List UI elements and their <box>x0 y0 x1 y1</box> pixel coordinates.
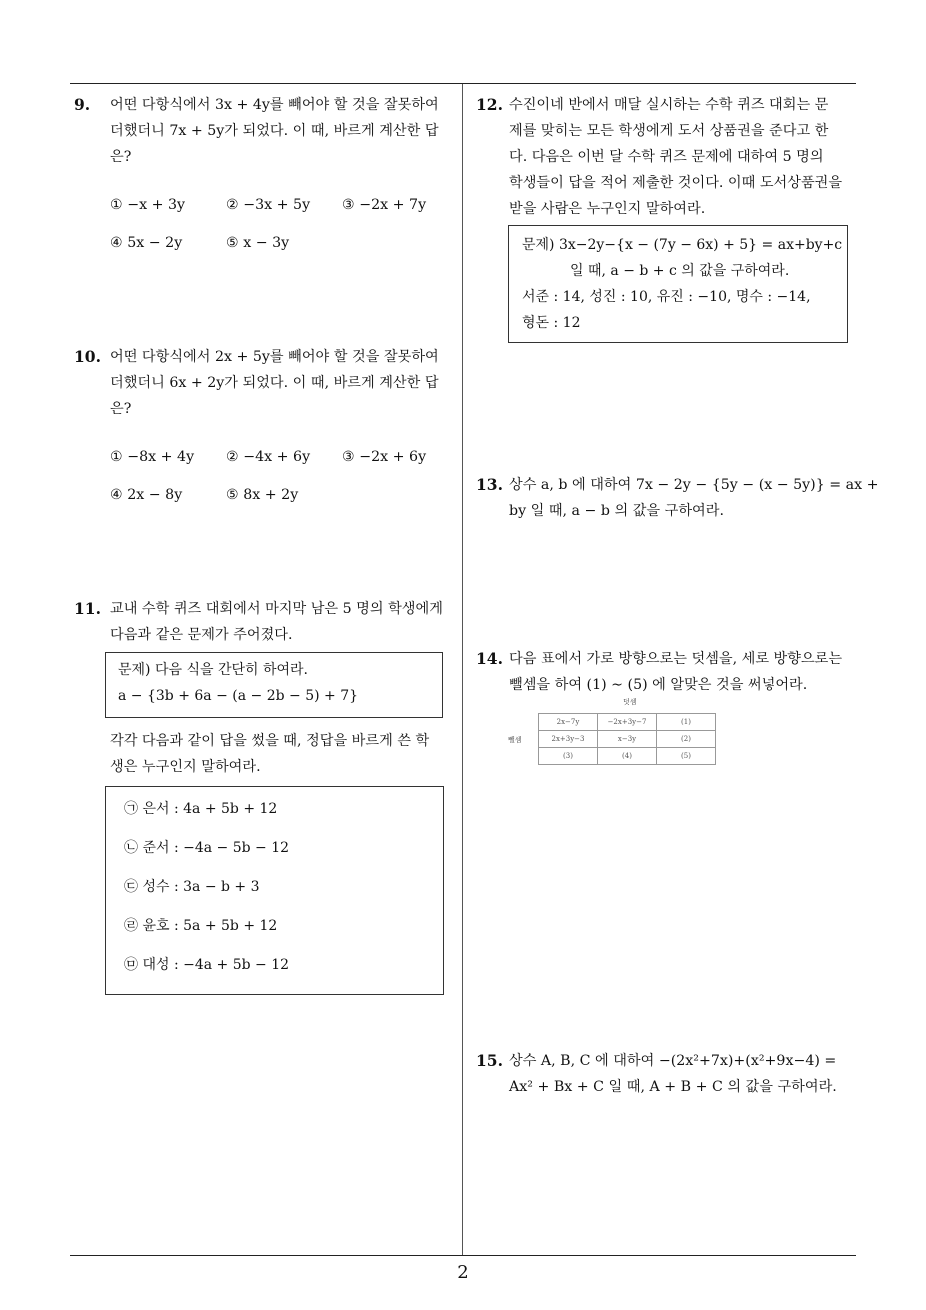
bottom-rule <box>70 1255 856 1256</box>
question-10 <box>74 344 464 514</box>
table-cell: 2x+3y−3 <box>539 731 598 748</box>
table-cell: (4) <box>598 748 657 765</box>
table-cell: −2x+3y−7 <box>598 714 657 731</box>
question-line: 더했더니 7x + 5y가 되었다. 이 때, 바르게 계산한 답 <box>110 123 439 139</box>
operation-table-figure <box>508 697 718 769</box>
question-text <box>509 1048 866 1100</box>
table-row <box>539 748 716 765</box>
question-number: 10. <box>74 347 101 366</box>
problem-box <box>508 225 848 343</box>
answer-item: ㉡ 준서 : −4a − 5b − 12 <box>124 840 290 856</box>
choice-list <box>110 186 464 262</box>
choice-list <box>110 438 464 514</box>
table-cell: (1) <box>657 714 716 731</box>
question-line: 어떤 다항식에서 3x + 4y를 빼어야 할 것을 잘못하여 <box>110 97 439 113</box>
question-line: 은? <box>110 401 132 417</box>
table-cell: 2x−7y <box>539 714 598 731</box>
question-line: 받을 사람은 누구인지 말하여라. <box>509 201 706 217</box>
question-line: 상수 A, B, C 에 대하여 −(2x²+7x)+(x²+9x−4) = <box>509 1053 837 1069</box>
problem-line: 문제) 다음 식을 간단히 하여라. <box>118 662 309 678</box>
student-answers: 서준 : 14, 성진 : 10, 유진 : −10, 명수 : −14, <box>522 289 811 305</box>
choice-5[interactable]: ⑤ x − 3y <box>226 235 290 251</box>
question-13 <box>476 472 879 524</box>
question-line: 다음 표에서 가로 방향으로는 덧셈을, 세로 방향으로는 <box>509 651 843 667</box>
answers-box <box>105 786 444 995</box>
table-cell: (3) <box>539 748 598 765</box>
question-number: 11. <box>74 599 101 618</box>
question-text <box>110 596 464 648</box>
row-header-label: 뺄셈 <box>508 736 522 744</box>
question-number: 9. <box>74 95 91 114</box>
question-number: 14. <box>476 649 503 668</box>
table-cell: (2) <box>657 731 716 748</box>
choice-4[interactable]: ④ 5x − 2y <box>110 235 183 251</box>
question-number: 12. <box>476 95 503 114</box>
answer-item: ㉠ 은서 : 4a + 5b + 12 <box>124 801 278 817</box>
operation-table <box>538 713 716 765</box>
question-11-followup <box>110 728 470 780</box>
question-text <box>509 92 866 222</box>
question-line: Ax² + Bx + C 일 때, A + B + C 의 값을 구하여라. <box>509 1079 837 1095</box>
question-line: 다. 다음은 이번 달 수학 퀴즈 문제에 대하여 5 명의 <box>509 149 824 165</box>
page-number: 2 <box>457 1262 469 1283</box>
table-cell: (5) <box>657 748 716 765</box>
question-line: 제를 맞히는 모든 학생에게 도서 상품권을 준다고 한 <box>509 123 829 139</box>
column-header-label: 덧셈 <box>623 698 637 706</box>
question-number: 13. <box>476 475 503 494</box>
question-line: 다음과 같은 문제가 주어졌다. <box>110 627 293 643</box>
question-11 <box>74 596 464 648</box>
question-line: 생은 누구인지 말하여라. <box>110 759 261 775</box>
choice-5[interactable]: ⑤ 8x + 2y <box>226 487 299 503</box>
choice-4[interactable]: ④ 2x − 8y <box>110 487 183 503</box>
answer-item: ㉢ 성수 : 3a − b + 3 <box>124 879 260 895</box>
answer-item: ㉣ 윤호 : 5a + 5b + 12 <box>124 918 278 934</box>
question-text <box>110 92 464 170</box>
student-answers: 형돈 : 12 <box>522 315 581 331</box>
problem-line: 문제) 3x−2y−{x − (7y − 6x) + 5} = ax+by+c <box>522 237 843 253</box>
question-line: 각각 다음과 같이 답을 썼을 때, 정답을 바르게 쓴 학 <box>110 733 430 749</box>
choice-1[interactable]: ① −8x + 4y <box>110 449 195 465</box>
question-text <box>509 472 879 524</box>
question-line: 수진이네 반에서 매달 실시하는 수학 퀴즈 대회는 문 <box>509 97 829 113</box>
choice-2[interactable]: ② −4x + 6y <box>226 449 311 465</box>
question-line: 더했더니 6x + 2y가 되었다. 이 때, 바르게 계산한 답 <box>110 375 439 391</box>
question-line: 뺄셈을 하여 (1) ∼ (5) 에 알맞은 것을 써넣어라. <box>509 677 808 693</box>
problem-box <box>105 652 443 718</box>
question-line: by 일 때, a − b 의 값을 구하여라. <box>509 503 724 519</box>
question-line: 학생들이 답을 적어 제출한 것이다. 이때 도서상품권을 <box>509 175 843 191</box>
question-line: 교내 수학 퀴즈 대회에서 마지막 남은 5 명의 학생에게 <box>110 601 443 617</box>
question-line: 은? <box>110 149 132 165</box>
question-text <box>110 344 464 422</box>
problem-expression: a − {3b + 6a − (a − 2b − 5) + 7} <box>118 688 359 704</box>
answer-item: ㉤ 대성 : −4a + 5b − 12 <box>124 957 290 973</box>
choice-1[interactable]: ① −x + 3y <box>110 197 186 213</box>
question-12 <box>476 92 866 222</box>
table-row <box>539 714 716 731</box>
question-15 <box>476 1048 866 1100</box>
choice-3[interactable]: ③ −2x + 7y <box>342 197 427 213</box>
table-row <box>539 731 716 748</box>
problem-line: 일 때, a − b + c 의 값을 구하여라. <box>570 263 790 279</box>
question-line: 상수 a, b 에 대하여 7x − 2y − {5y − (x − 5y)} = ax + <box>509 477 879 493</box>
choice-2[interactable]: ② −3x + 5y <box>226 197 311 213</box>
question-9 <box>74 92 464 262</box>
question-line: 어떤 다항식에서 2x + 5y를 빼어야 할 것을 잘못하여 <box>110 349 439 365</box>
top-rule <box>70 83 856 84</box>
choice-3[interactable]: ③ −2x + 6y <box>342 449 427 465</box>
table-cell: x−3y <box>598 731 657 748</box>
question-text <box>509 646 866 698</box>
question-14 <box>476 646 866 698</box>
question-number: 15. <box>476 1051 503 1070</box>
